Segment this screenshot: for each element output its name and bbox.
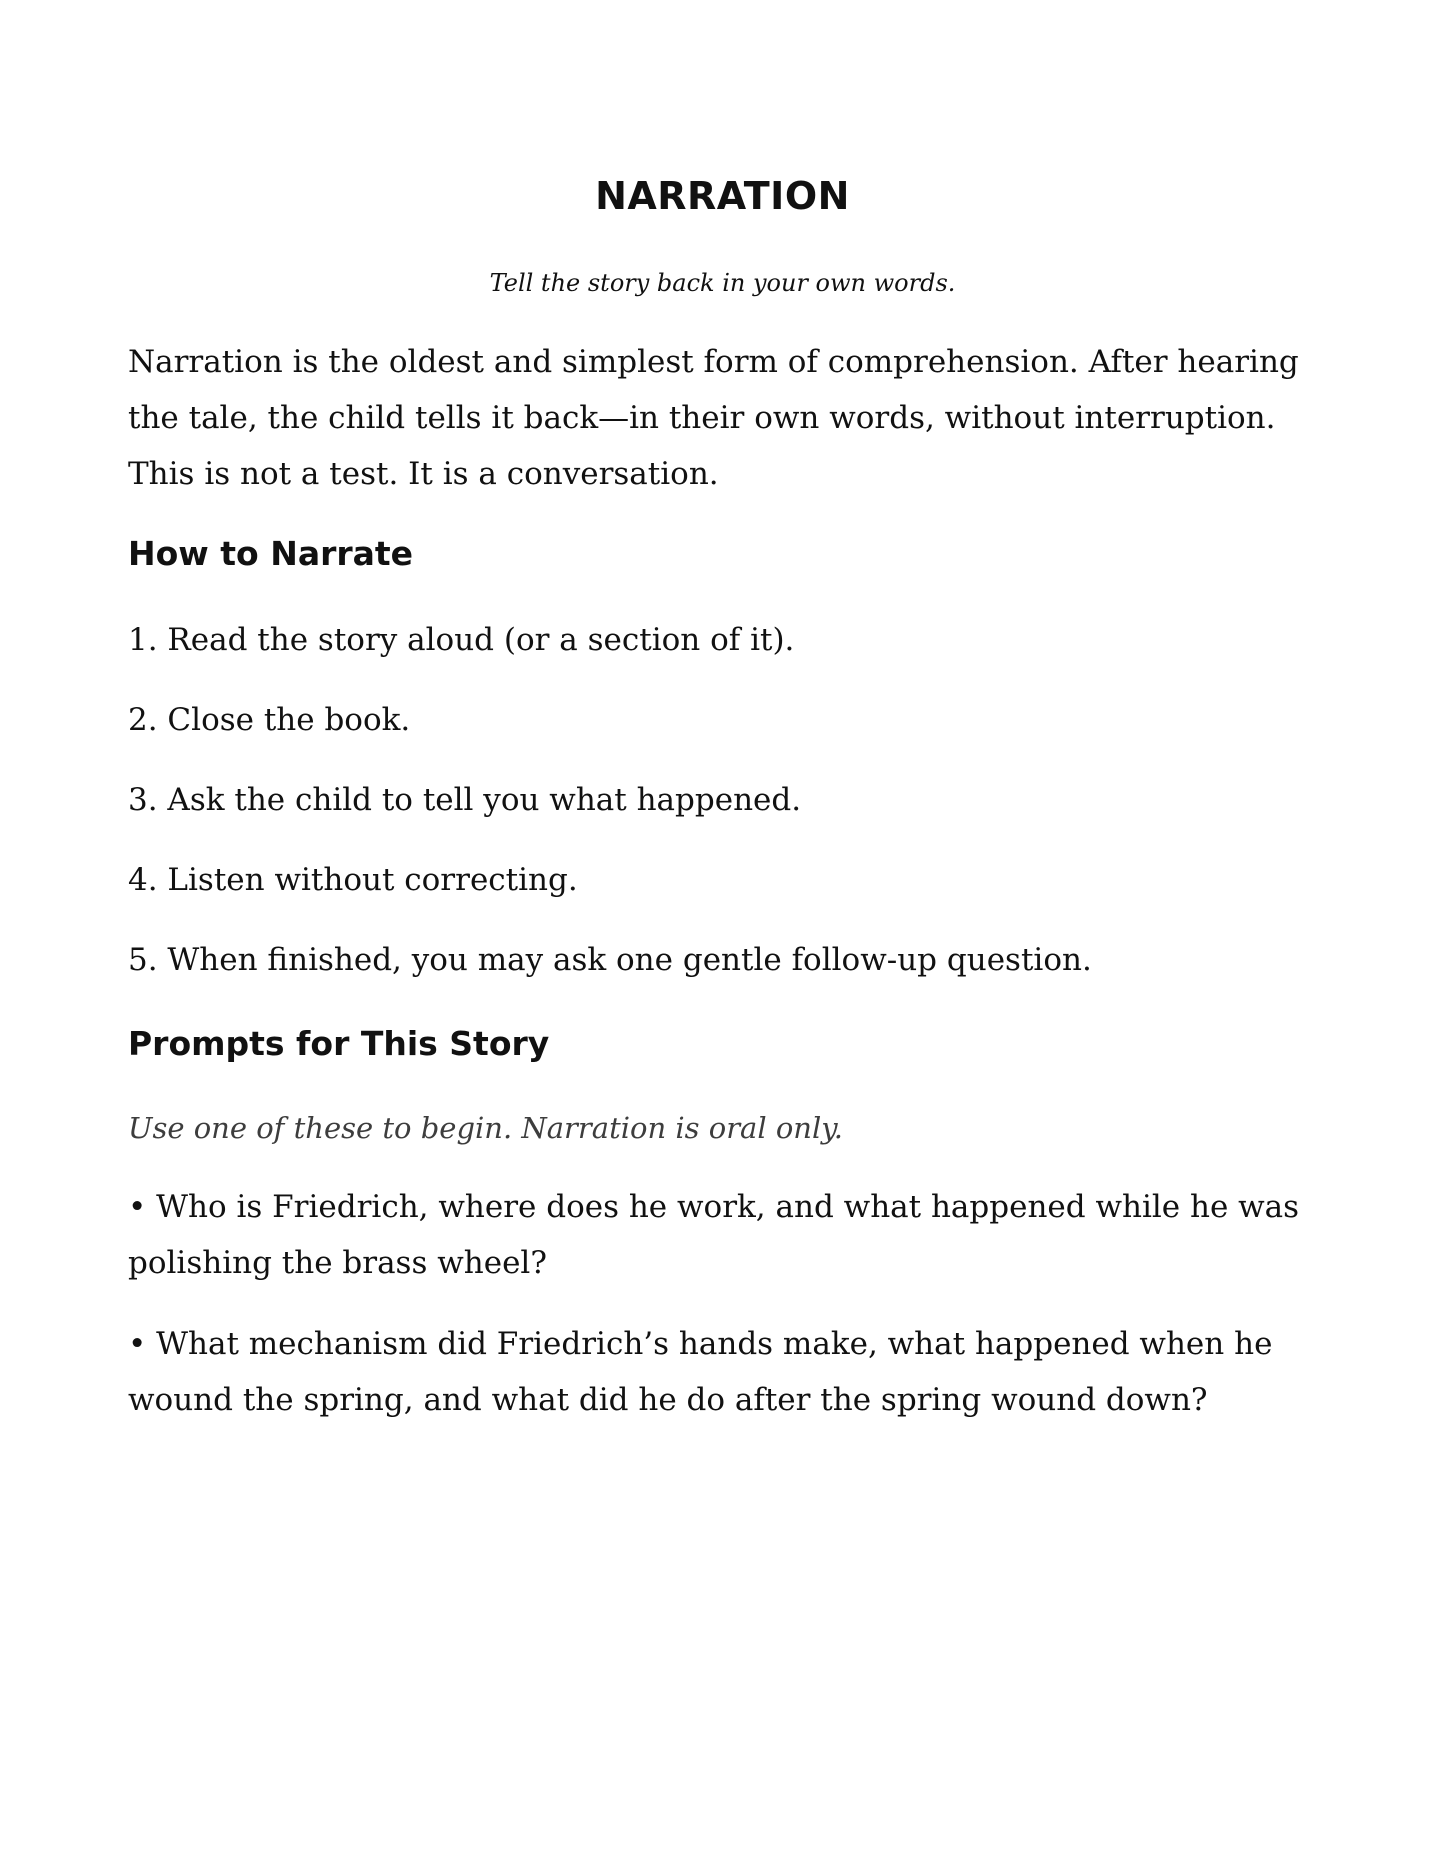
page-title: NARRATION [595, 174, 850, 218]
step-item: 3. Ask the child to tell you what happened. [128, 782, 802, 818]
step-item: 1. Read the story aloud (or a section of it). [128, 622, 795, 658]
step-item: 5. When finished, you may ask one gentle follow-up question. [128, 942, 1092, 978]
prompts-heading: Prompts for This Story [128, 1024, 550, 1063]
page-subtitle: Tell the story back in your own words. [489, 269, 956, 297]
intro-paragraph: Narration is the oldest and simplest form of comprehension. After hearing the tale, the child tells it back—in their own words, without interruption. This is not a test. It is a conversation. [128, 344, 1299, 492]
step-item: 2. Close the book. [128, 702, 411, 738]
prompts-note: Use one of these to begin. Narration is oral only. [128, 1111, 844, 1145]
prompt-item: • Who is Friedrich, where does he work, and what happened while he was polishing the brass wheel? [128, 1189, 1300, 1281]
prompt-item: • What mechanism did Friedrich’s hands make, what happened when he wound the spring, and what did he do after the spring wound down? [128, 1326, 1273, 1418]
step-item: 4. Listen without correcting. [128, 862, 578, 898]
how-to-narrate-heading: How to Narrate [128, 534, 414, 573]
